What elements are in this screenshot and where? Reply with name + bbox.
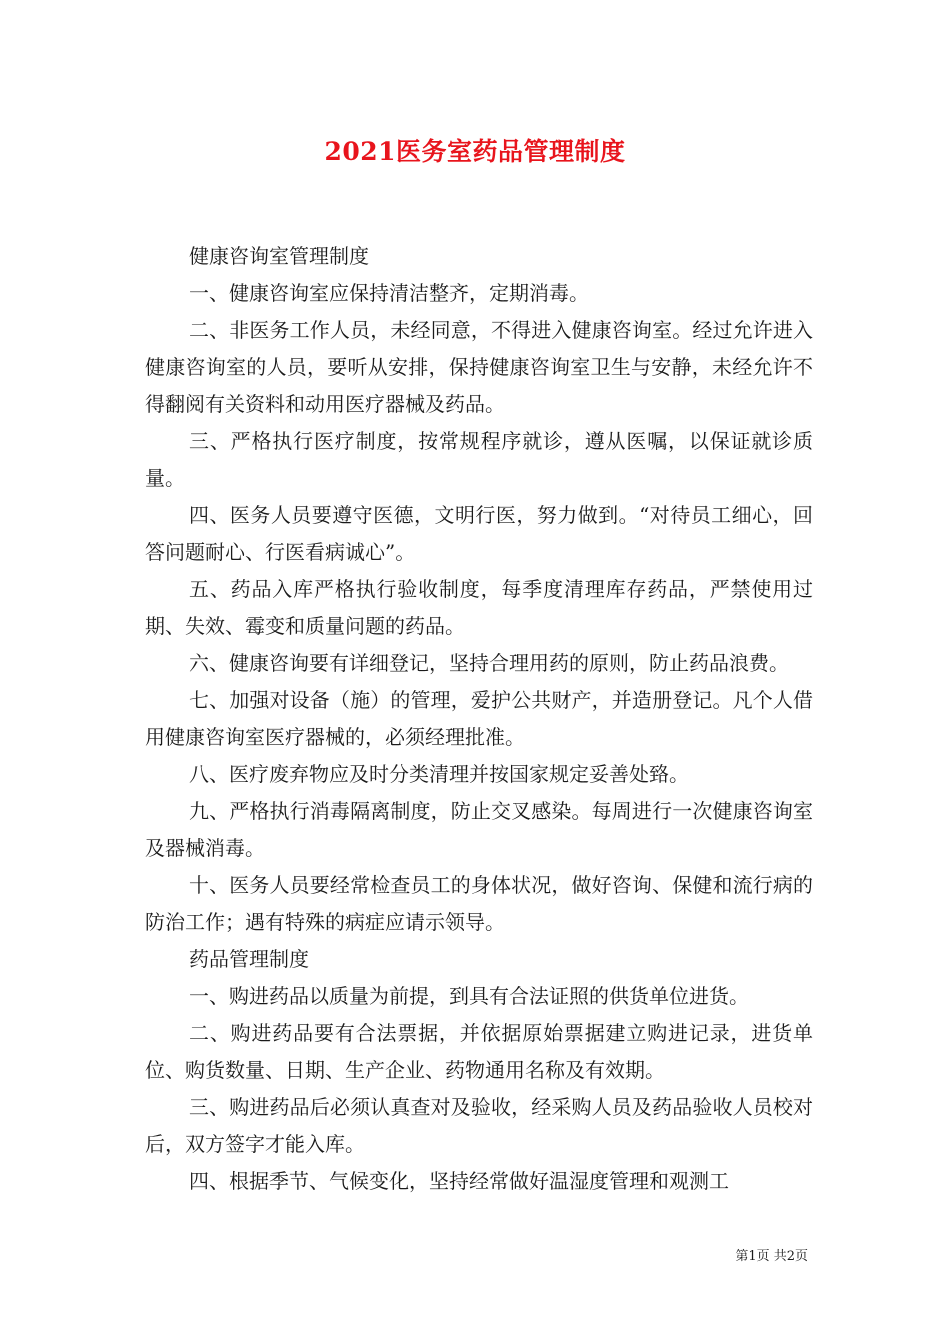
paragraph: 十、医务人员要经常检查员工的身体状况，做好咨询、保健和流行病的防治工作；遇有特殊的病症应请示领导。 — [145, 873, 813, 934]
paragraph: 四、医务人员要遵守医德，文明行医，努力做到。“对待员工细心，回答问题耐心、行医看病诚心”。 — [145, 503, 813, 564]
paragraph: 药品管理制度 — [189, 947, 309, 971]
paragraph: 四、根据季节、气候变化，坚持经常做好温湿度管理和观测工 — [189, 1169, 729, 1193]
document-title: 2021医务室药品管理制度 — [324, 137, 626, 166]
paragraph: 二、非医务工作人员，未经同意，不得进入健康咨询室。经过允许进入健康咨询室的人员，要听从安排，保持健康咨询室卫生与安静，未经允许不得翻阅有关资料和动用医疗器械及药品。 — [145, 318, 813, 416]
paragraph: 九、严格执行消毒隔离制度，防止交叉感染。每周进行一次健康咨询室及器械消毒。 — [145, 799, 813, 860]
paragraph: 一、健康咨询室应保持清洁整齐，定期消毒。 — [189, 281, 589, 305]
paragraph: 三、购进药品后必须认真查对及验收，经采购人员及药品验收人员校对后，双方签字才能入库。 — [145, 1095, 813, 1156]
page-number-footer: 第1页 共2页 — [735, 1249, 808, 1264]
paragraph: 六、健康咨询要有详细登记，坚持合理用药的原则，防止药品浪费。 — [189, 651, 789, 675]
paragraph: 健康咨询室管理制度 — [189, 244, 369, 268]
paragraph: 一、购进药品以质量为前提，到具有合法证照的供货单位进货。 — [189, 984, 749, 1008]
document-body — [145, 238, 813, 1200]
paragraph: 五、药品入库严格执行验收制度，每季度清理库存药品，严禁使用过期、失效、霉变和质量问题的药品。 — [145, 577, 813, 638]
paragraph: 七、加强对设备（施）的管理，爱护公共财产，并造册登记。凡个人借用健康咨询室医疗器械的，必须经理批准。 — [145, 688, 813, 749]
paragraph: 三、严格执行医疗制度，按常规程序就诊，遵从医嘱，以保证就诊质量。 — [145, 429, 813, 490]
paragraph: 八、医疗废弃物应及时分类清理并按国家规定妥善处臵。 — [189, 762, 689, 786]
paragraph: 二、购进药品要有合法票据，并依据原始票据建立购进记录，进货单位、购货数量、日期、生产企业、药物通用名称及有效期。 — [145, 1021, 813, 1082]
